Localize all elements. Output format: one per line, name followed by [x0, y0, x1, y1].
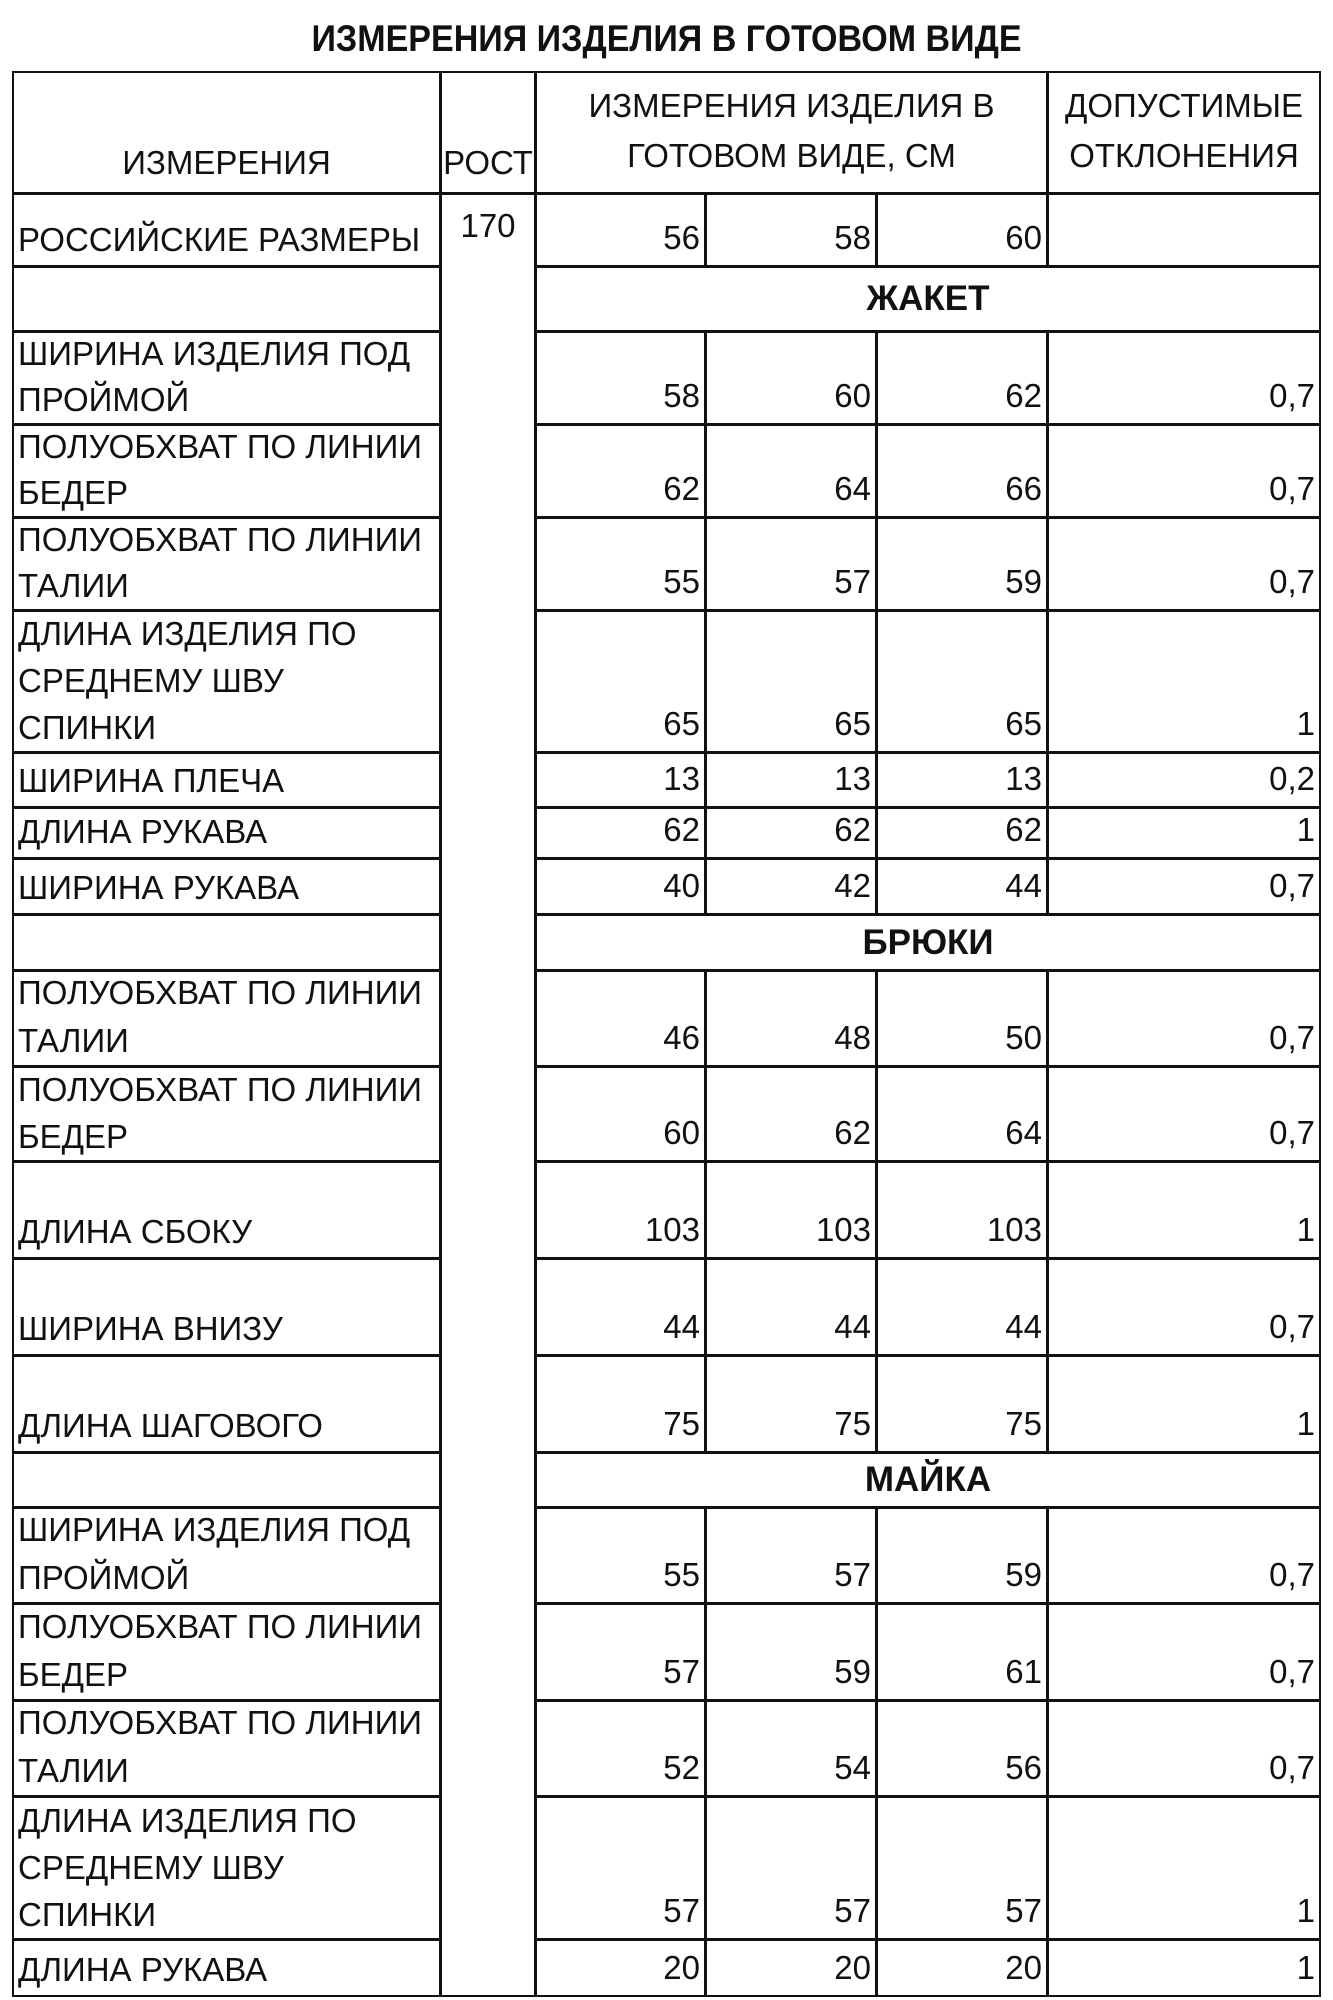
measurement-label-cell — [12, 1700, 441, 1797]
measurement-label-cell — [12, 424, 441, 518]
tolerance-cell — [1047, 1355, 1321, 1453]
header-measurements — [12, 71, 441, 194]
measurement-value-cell — [705, 858, 877, 915]
measurement-label-line: ШИРИНА ВНИЗУ — [18, 1310, 283, 1347]
measurement-label-line: ДЛИНА ИЗДЕЛИЯ ПО — [18, 615, 357, 652]
measurement-label-line: ТАЛИИ — [18, 1752, 129, 1789]
page-title: ИЗМЕРЕНИЯ ИЗДЕЛИЯ В ГОТОВОМ ВИДЕ — [311, 18, 1022, 59]
tolerance-cell — [1047, 807, 1321, 859]
measurement-value-cell — [876, 807, 1048, 859]
measurement-value-cell — [705, 1700, 877, 1797]
section-blank-label-cell — [12, 266, 441, 332]
tolerance-cell — [1047, 1066, 1321, 1162]
header-finished-measurements — [535, 71, 1048, 194]
measurement-value: 20 — [834, 1949, 871, 1986]
measurement-value-cell — [705, 1796, 877, 1940]
measurement-value-cell — [876, 1939, 1048, 1997]
measurement-label-line: ТАЛИИ — [18, 567, 129, 604]
measurement-label-cell — [12, 1507, 441, 1604]
measurement-label-line: ПОЛУОБХВАТ ПО ЛИНИИ — [18, 1071, 423, 1108]
measurement-label-line: ТАЛИИ — [18, 1022, 129, 1059]
size-value-cell — [876, 193, 1048, 267]
measurement-label-cell — [12, 1603, 441, 1701]
measurement-label-cell — [12, 1258, 441, 1356]
measurement-value: 65 — [834, 705, 871, 742]
tolerance-value: 0,7 — [1269, 563, 1315, 600]
measurement-value: 62 — [663, 470, 700, 507]
measurement-label-cell — [12, 752, 441, 808]
measurement-value: 64 — [834, 470, 871, 507]
measurement-value-cell — [705, 1939, 877, 1997]
measurement-label-line: СРЕДНЕМУ ШВУ — [18, 662, 284, 699]
measurement-value: 13 — [663, 760, 700, 797]
measurement-value-cell — [535, 858, 706, 915]
measurement-value-cell — [876, 424, 1048, 518]
measurement-value: 52 — [663, 1749, 700, 1786]
measurement-value: 103 — [815, 1211, 871, 1248]
measurement-value-cell — [876, 1700, 1048, 1797]
tolerance-cell — [1047, 970, 1321, 1067]
tolerance-cell — [1047, 1507, 1321, 1604]
measurement-label-cell — [12, 331, 441, 425]
measurement-label-cell — [12, 1355, 441, 1453]
measurement-value: 59 — [1005, 1556, 1042, 1593]
measurement-value: 75 — [834, 1405, 871, 1442]
measurement-value-cell — [876, 970, 1048, 1067]
sizes-label-text: РОССИЙСКИЕ РАЗМЕРЫ — [18, 221, 421, 258]
measurement-value: 60 — [834, 377, 871, 414]
sizes-tolerance-cell — [1047, 193, 1321, 267]
measurement-value-cell — [705, 970, 877, 1067]
measurement-value: 54 — [834, 1749, 871, 1786]
tolerance-value: 1 — [1296, 705, 1315, 742]
measurement-value-cell — [705, 1161, 877, 1259]
measurement-label-line: ШИРИНА РУКАВА — [18, 869, 300, 906]
measurement-value: 75 — [663, 1405, 700, 1442]
measurement-label-line: ДЛИНА СБОКУ — [18, 1213, 253, 1250]
measurement-value: 61 — [1005, 1653, 1042, 1690]
measurement-value: 58 — [663, 377, 700, 414]
tolerance-value: 0,7 — [1269, 470, 1315, 507]
measurement-value: 50 — [1005, 1019, 1042, 1056]
height-value-cell — [440, 193, 536, 1997]
header-height-label: РОСТ — [443, 144, 533, 181]
measurement-label-cell — [12, 970, 441, 1067]
measurement-label-line: СПИНКИ — [18, 1896, 157, 1933]
measurement-value-cell — [876, 1796, 1048, 1940]
measurement-value-cell — [535, 752, 706, 808]
measurement-label-line: СПИНКИ — [18, 709, 157, 746]
measurement-label-cell — [12, 807, 441, 859]
measurement-value: 56 — [1005, 1749, 1042, 1786]
measurement-label-line: СРЕДНЕМУ ШВУ — [18, 1849, 284, 1886]
measurement-value-cell — [876, 1603, 1048, 1701]
measurement-value-cell — [705, 610, 877, 753]
measurement-value-cell — [705, 331, 877, 425]
header-finished-line2: ГОТОВОМ ВИДЕ, СМ — [627, 136, 956, 174]
measurement-label-line: ПРОЙМОЙ — [18, 1559, 190, 1596]
height-value: 170 — [460, 207, 516, 244]
measurement-value: 57 — [663, 1653, 700, 1690]
measurement-value-cell — [705, 424, 877, 518]
measurement-value: 59 — [1005, 563, 1042, 600]
measurement-label-line: ДЛИНА РУКАВА — [18, 1951, 268, 1988]
measurement-label-line: ПОЛУОБХВАТ ПО ЛИНИИ — [18, 1704, 423, 1741]
size-value-cell — [705, 193, 877, 267]
tolerance-cell — [1047, 610, 1321, 753]
tolerance-cell — [1047, 331, 1321, 425]
measurement-label-line: ПОЛУОБХВАТ ПО ЛИНИИ — [18, 974, 423, 1011]
measurement-value: 103 — [644, 1211, 700, 1248]
measurement-label-line: ДЛИНА ИЗДЕЛИЯ ПО — [18, 1802, 357, 1839]
measurement-value-cell — [876, 858, 1048, 915]
tolerance-value: 1 — [1296, 1949, 1315, 1986]
measurement-value-cell — [705, 1507, 877, 1604]
section-title: ЖАКЕТ — [866, 279, 990, 318]
measurement-value: 40 — [663, 867, 700, 904]
measurement-value: 57 — [1005, 1892, 1042, 1929]
size-value: 58 — [834, 219, 871, 256]
measurement-value-cell — [535, 1939, 706, 1997]
measurement-label-line: ПРОЙМОЙ — [18, 381, 190, 418]
measurement-value: 57 — [834, 563, 871, 600]
measurement-label-cell — [12, 610, 441, 753]
tolerance-cell — [1047, 1796, 1321, 1940]
measurement-label-cell — [12, 1796, 441, 1940]
header-height — [440, 71, 536, 194]
measurement-value-cell — [876, 610, 1048, 753]
measurement-label-line: ШИРИНА ИЗДЕЛИЯ ПОД — [18, 1511, 411, 1548]
measurement-value-cell — [705, 1258, 877, 1356]
measurement-value: 44 — [663, 1308, 700, 1345]
measurement-value-cell — [876, 1066, 1048, 1162]
measurement-value: 44 — [834, 1308, 871, 1345]
tolerance-value: 1 — [1296, 1892, 1315, 1929]
measurement-label-cell — [12, 517, 441, 611]
measurement-label-cell — [12, 1066, 441, 1162]
measurement-value: 57 — [834, 1892, 871, 1929]
measurement-value: 62 — [1005, 377, 1042, 414]
measurement-value-cell — [535, 1355, 706, 1453]
measurement-value-cell — [535, 807, 706, 859]
tolerance-cell — [1047, 1161, 1321, 1259]
tolerance-value: 0,7 — [1269, 1308, 1315, 1345]
measurement-label-line: БЕДЕР — [18, 474, 129, 511]
measurement-value: 13 — [834, 760, 871, 797]
section-header — [535, 266, 1321, 332]
tolerance-value: 0,7 — [1269, 1749, 1315, 1786]
measurement-value: 44 — [1005, 867, 1042, 904]
measurement-value: 20 — [663, 1949, 700, 1986]
measurement-value-cell — [705, 752, 877, 808]
measurement-label-line: ДЛИНА РУКАВА — [18, 813, 268, 850]
measurement-value: 64 — [1005, 1114, 1042, 1151]
measurement-value-cell — [535, 1700, 706, 1797]
section-title: БРЮКИ — [862, 922, 994, 962]
measurement-value: 103 — [986, 1211, 1042, 1248]
section-title: МАЙКА — [864, 1460, 992, 1499]
measurement-value: 62 — [663, 811, 700, 848]
section-header — [535, 914, 1321, 971]
measurement-value-cell — [535, 970, 706, 1067]
tolerance-cell — [1047, 1603, 1321, 1701]
measurement-value-cell — [535, 1507, 706, 1604]
tolerance-cell — [1047, 752, 1321, 808]
measurement-label-cell — [12, 858, 441, 915]
size-value: 60 — [1005, 219, 1042, 256]
measurement-value: 62 — [1005, 811, 1042, 848]
section-header — [535, 1452, 1321, 1508]
measurement-value-cell — [876, 517, 1048, 611]
measurement-value: 57 — [663, 1892, 700, 1929]
measurement-value: 59 — [834, 1653, 871, 1690]
header-finished-line1: ИЗМЕРЕНИЯ ИЗДЕЛИЯ В — [588, 86, 995, 124]
tolerance-cell — [1047, 517, 1321, 611]
tolerance-value: 0,7 — [1269, 1653, 1315, 1690]
measurement-value-cell — [876, 1258, 1048, 1356]
measurement-value: 62 — [834, 811, 871, 848]
tolerance-cell — [1047, 424, 1321, 518]
size-value: 56 — [663, 219, 700, 256]
measurement-value-cell — [876, 1507, 1048, 1604]
measurement-value-cell — [705, 807, 877, 859]
measurement-value: 66 — [1005, 470, 1042, 507]
measurement-value-cell — [535, 331, 706, 425]
measurement-label-cell — [12, 1939, 441, 1997]
tolerance-cell — [1047, 1258, 1321, 1356]
measurement-label-line: БЕДЕР — [18, 1118, 129, 1155]
measurement-value: 75 — [1005, 1405, 1042, 1442]
header-measurements-label: ИЗМЕРЕНИЯ — [122, 144, 331, 181]
measurement-value-cell — [535, 424, 706, 518]
tolerance-value: 0,7 — [1269, 1114, 1315, 1151]
sizes-row-label — [12, 193, 441, 267]
measurement-value-cell — [876, 1355, 1048, 1453]
measurement-value: 46 — [663, 1019, 700, 1056]
measurement-value: 65 — [1005, 705, 1042, 742]
measurement-value: 65 — [663, 705, 700, 742]
header-tolerance-line2: ОТКЛОНЕНИЯ — [1069, 136, 1299, 174]
measurement-value: 60 — [663, 1114, 700, 1151]
measurement-value: 44 — [1005, 1308, 1042, 1345]
tolerance-value: 0,7 — [1269, 1556, 1315, 1593]
header-tolerance-line1: ДОПУСТИМЫЕ — [1064, 86, 1304, 124]
measurement-label-line: БЕДЕР — [18, 1656, 129, 1693]
measurement-value-cell — [705, 1066, 877, 1162]
measurement-label-line: ШИРИНА ПЛЕЧА — [18, 762, 285, 799]
measurement-value: 42 — [834, 867, 871, 904]
measurement-value: 20 — [1005, 1949, 1042, 1986]
tolerance-value: 0,7 — [1269, 1019, 1315, 1056]
measurement-label-line: ПОЛУОБХВАТ ПО ЛИНИИ — [18, 1608, 423, 1645]
measurement-value-cell — [535, 1603, 706, 1701]
measurement-label-line: ПОЛУОБХВАТ ПО ЛИНИИ — [18, 521, 423, 558]
measurement-value-cell — [535, 1796, 706, 1940]
section-blank-label-cell — [12, 914, 441, 971]
measurement-value-cell — [705, 1603, 877, 1701]
measurement-value-cell — [535, 1258, 706, 1356]
measurement-label-line: ШИРИНА ИЗДЕЛИЯ ПОД — [18, 335, 411, 372]
section-blank-label-cell — [12, 1452, 441, 1508]
measurement-value-cell — [535, 1161, 706, 1259]
measurement-value-cell — [876, 1161, 1048, 1259]
tolerance-cell — [1047, 1700, 1321, 1797]
measurement-label-cell — [12, 1161, 441, 1259]
tolerance-value: 0,2 — [1269, 760, 1315, 797]
measurement-value: 62 — [834, 1114, 871, 1151]
tolerance-value: 1 — [1296, 1211, 1315, 1248]
measurement-value: 55 — [663, 1556, 700, 1593]
tolerance-cell — [1047, 858, 1321, 915]
measurement-value: 48 — [834, 1019, 871, 1056]
measurement-value-cell — [876, 752, 1048, 808]
tolerance-value: 1 — [1296, 811, 1315, 848]
measurement-value: 55 — [663, 563, 700, 600]
tolerance-value: 0,7 — [1269, 867, 1315, 904]
measurement-value-cell — [535, 517, 706, 611]
measurement-label-line: ДЛИНА ШАГОВОГО — [18, 1407, 323, 1444]
tolerance-value: 0,7 — [1269, 377, 1315, 414]
measurement-value-cell — [535, 610, 706, 753]
header-tolerance — [1047, 71, 1321, 194]
size-value-cell — [535, 193, 706, 267]
measurement-value: 13 — [1005, 760, 1042, 797]
measurement-value-cell — [535, 1066, 706, 1162]
measurement-label-line: ПОЛУОБХВАТ ПО ЛИНИИ — [18, 428, 423, 465]
measurement-value-cell — [705, 517, 877, 611]
measurements-table — [13, 72, 1321, 1997]
measurement-value: 57 — [834, 1556, 871, 1593]
measurement-value-cell — [876, 331, 1048, 425]
measurement-value-cell — [705, 1355, 877, 1453]
tolerance-cell — [1047, 1939, 1321, 1997]
tolerance-value: 1 — [1296, 1405, 1315, 1442]
